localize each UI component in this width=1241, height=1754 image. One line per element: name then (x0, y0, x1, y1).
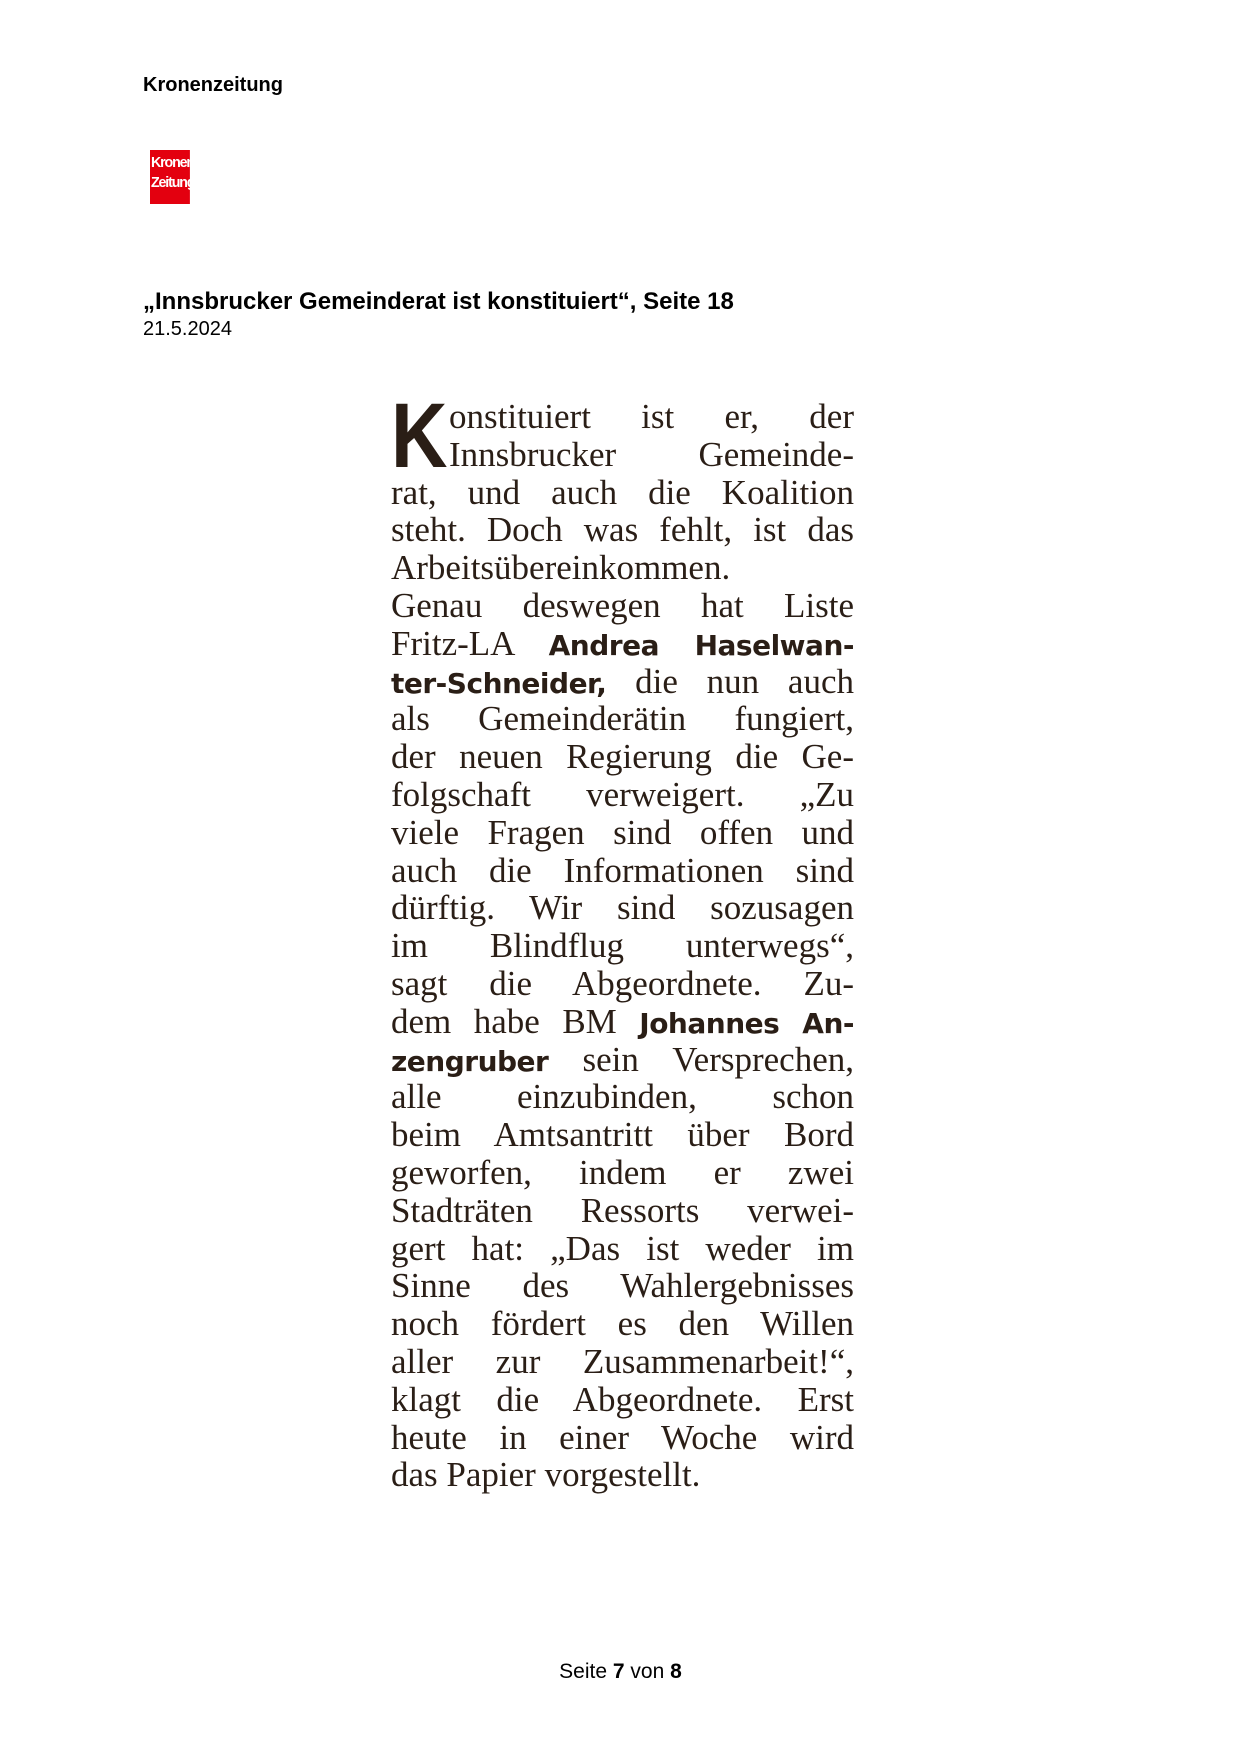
line-text: Sinne des Wahlergebnisses (391, 1266, 854, 1306)
article-line (391, 927, 854, 965)
line-text: sein Versprechen, (548, 1039, 854, 1079)
line-text: steht. Doch was fehlt, ist das (391, 510, 854, 550)
article-line (391, 436, 854, 474)
source-name: Kronenzeitung (143, 74, 283, 96)
line-text: sagt die Abgeordnete. Zu- (391, 963, 854, 1003)
article-line (391, 1343, 854, 1381)
article-line (391, 965, 854, 1003)
bold-name-text: zengruber (391, 1044, 549, 1078)
line-text: onstituiert ist er, der (449, 397, 854, 436)
logo-line-1: Kronen (150, 154, 194, 171)
article-line (391, 1154, 854, 1192)
article-line (391, 1381, 854, 1419)
bold-name-text: ter-Schneider, (391, 666, 607, 700)
line-text: Innsbrucker Gemeinde- (449, 434, 854, 474)
page-number (0, 1660, 1241, 1684)
line-text: aller zur Zusammenarbeit!“, (391, 1341, 854, 1381)
article-line (391, 1116, 854, 1154)
bold-name-text: Andrea Haselwan- (548, 628, 854, 662)
line-text: geworfen, indem er zwei (391, 1152, 854, 1192)
page-prefix: Seite (559, 1660, 608, 1683)
line-text: das Papier vorgestellt. (391, 1455, 701, 1495)
article-line (391, 625, 854, 663)
article-line (391, 852, 854, 890)
article-line (391, 511, 854, 549)
line-text: Stadträten Ressorts verwei- (391, 1190, 854, 1230)
line-text: die nun auch (606, 661, 854, 701)
article-line (391, 1267, 854, 1305)
line-text: Genau deswegen hat Liste (391, 585, 854, 625)
article-date: 21.5.2024 (143, 318, 232, 340)
article-line (391, 1192, 854, 1230)
line-text: dem habe BM (391, 1001, 640, 1041)
article-line (391, 663, 854, 701)
line-text: beim Amtsantritt über Bord (391, 1115, 854, 1155)
current-page: 7 (612, 1660, 625, 1683)
article-line (391, 1305, 854, 1343)
page-middle: von (630, 1660, 665, 1683)
article-line (391, 1078, 854, 1116)
article-line (391, 398, 854, 436)
line-text: alle einzubinden, schon (391, 1077, 854, 1117)
article-line (391, 814, 854, 852)
line-text: noch fördert es den Willen (391, 1304, 854, 1344)
article-line (391, 1419, 854, 1457)
article-line (391, 587, 854, 625)
line-text: folgschaft verweigert. „Zu (391, 774, 854, 814)
article-line (391, 1230, 854, 1268)
article-line (391, 474, 854, 512)
line-text: im Blindflug unterwegs“, (391, 926, 854, 966)
line-text: Fritz-LA (391, 623, 549, 663)
article-line (391, 776, 854, 814)
line-text: auch die Informationen sind (391, 850, 854, 890)
article-line (391, 549, 854, 587)
total-pages: 8 (670, 1660, 682, 1683)
article-line (391, 1041, 854, 1079)
article-line (391, 889, 854, 927)
line-text: der neuen Regierung die Ge- (391, 737, 854, 777)
article-line (391, 1456, 854, 1494)
drop-cap: K (391, 385, 448, 487)
logo-line-2: Zeitung (150, 174, 195, 191)
article-line (391, 738, 854, 776)
article-line (391, 1003, 854, 1041)
line-text: als Gemeinderätin fungiert, (391, 699, 854, 739)
line-text: dürftig. Wir sind sozusagen (391, 888, 854, 928)
line-text: viele Fragen sind offen und (391, 812, 854, 852)
line-text: rat, und auch die Koalition (391, 472, 854, 512)
article-line (391, 700, 854, 738)
article-body (391, 385, 855, 1495)
article-title: „Innsbrucker Gemeinderat ist konstituiert“, Seite 18 (143, 288, 734, 315)
line-text: Arbeitsübereinkommen. (391, 548, 731, 588)
line-text: gert hat: „Das ist weder im (391, 1228, 854, 1268)
line-text: klagt die Abgeordnete. Erst (391, 1379, 854, 1419)
line-text: heute in einer Woche wird (391, 1417, 854, 1457)
bold-name-text: Johannes An- (639, 1006, 855, 1040)
kronen-zeitung-logo (150, 150, 195, 204)
